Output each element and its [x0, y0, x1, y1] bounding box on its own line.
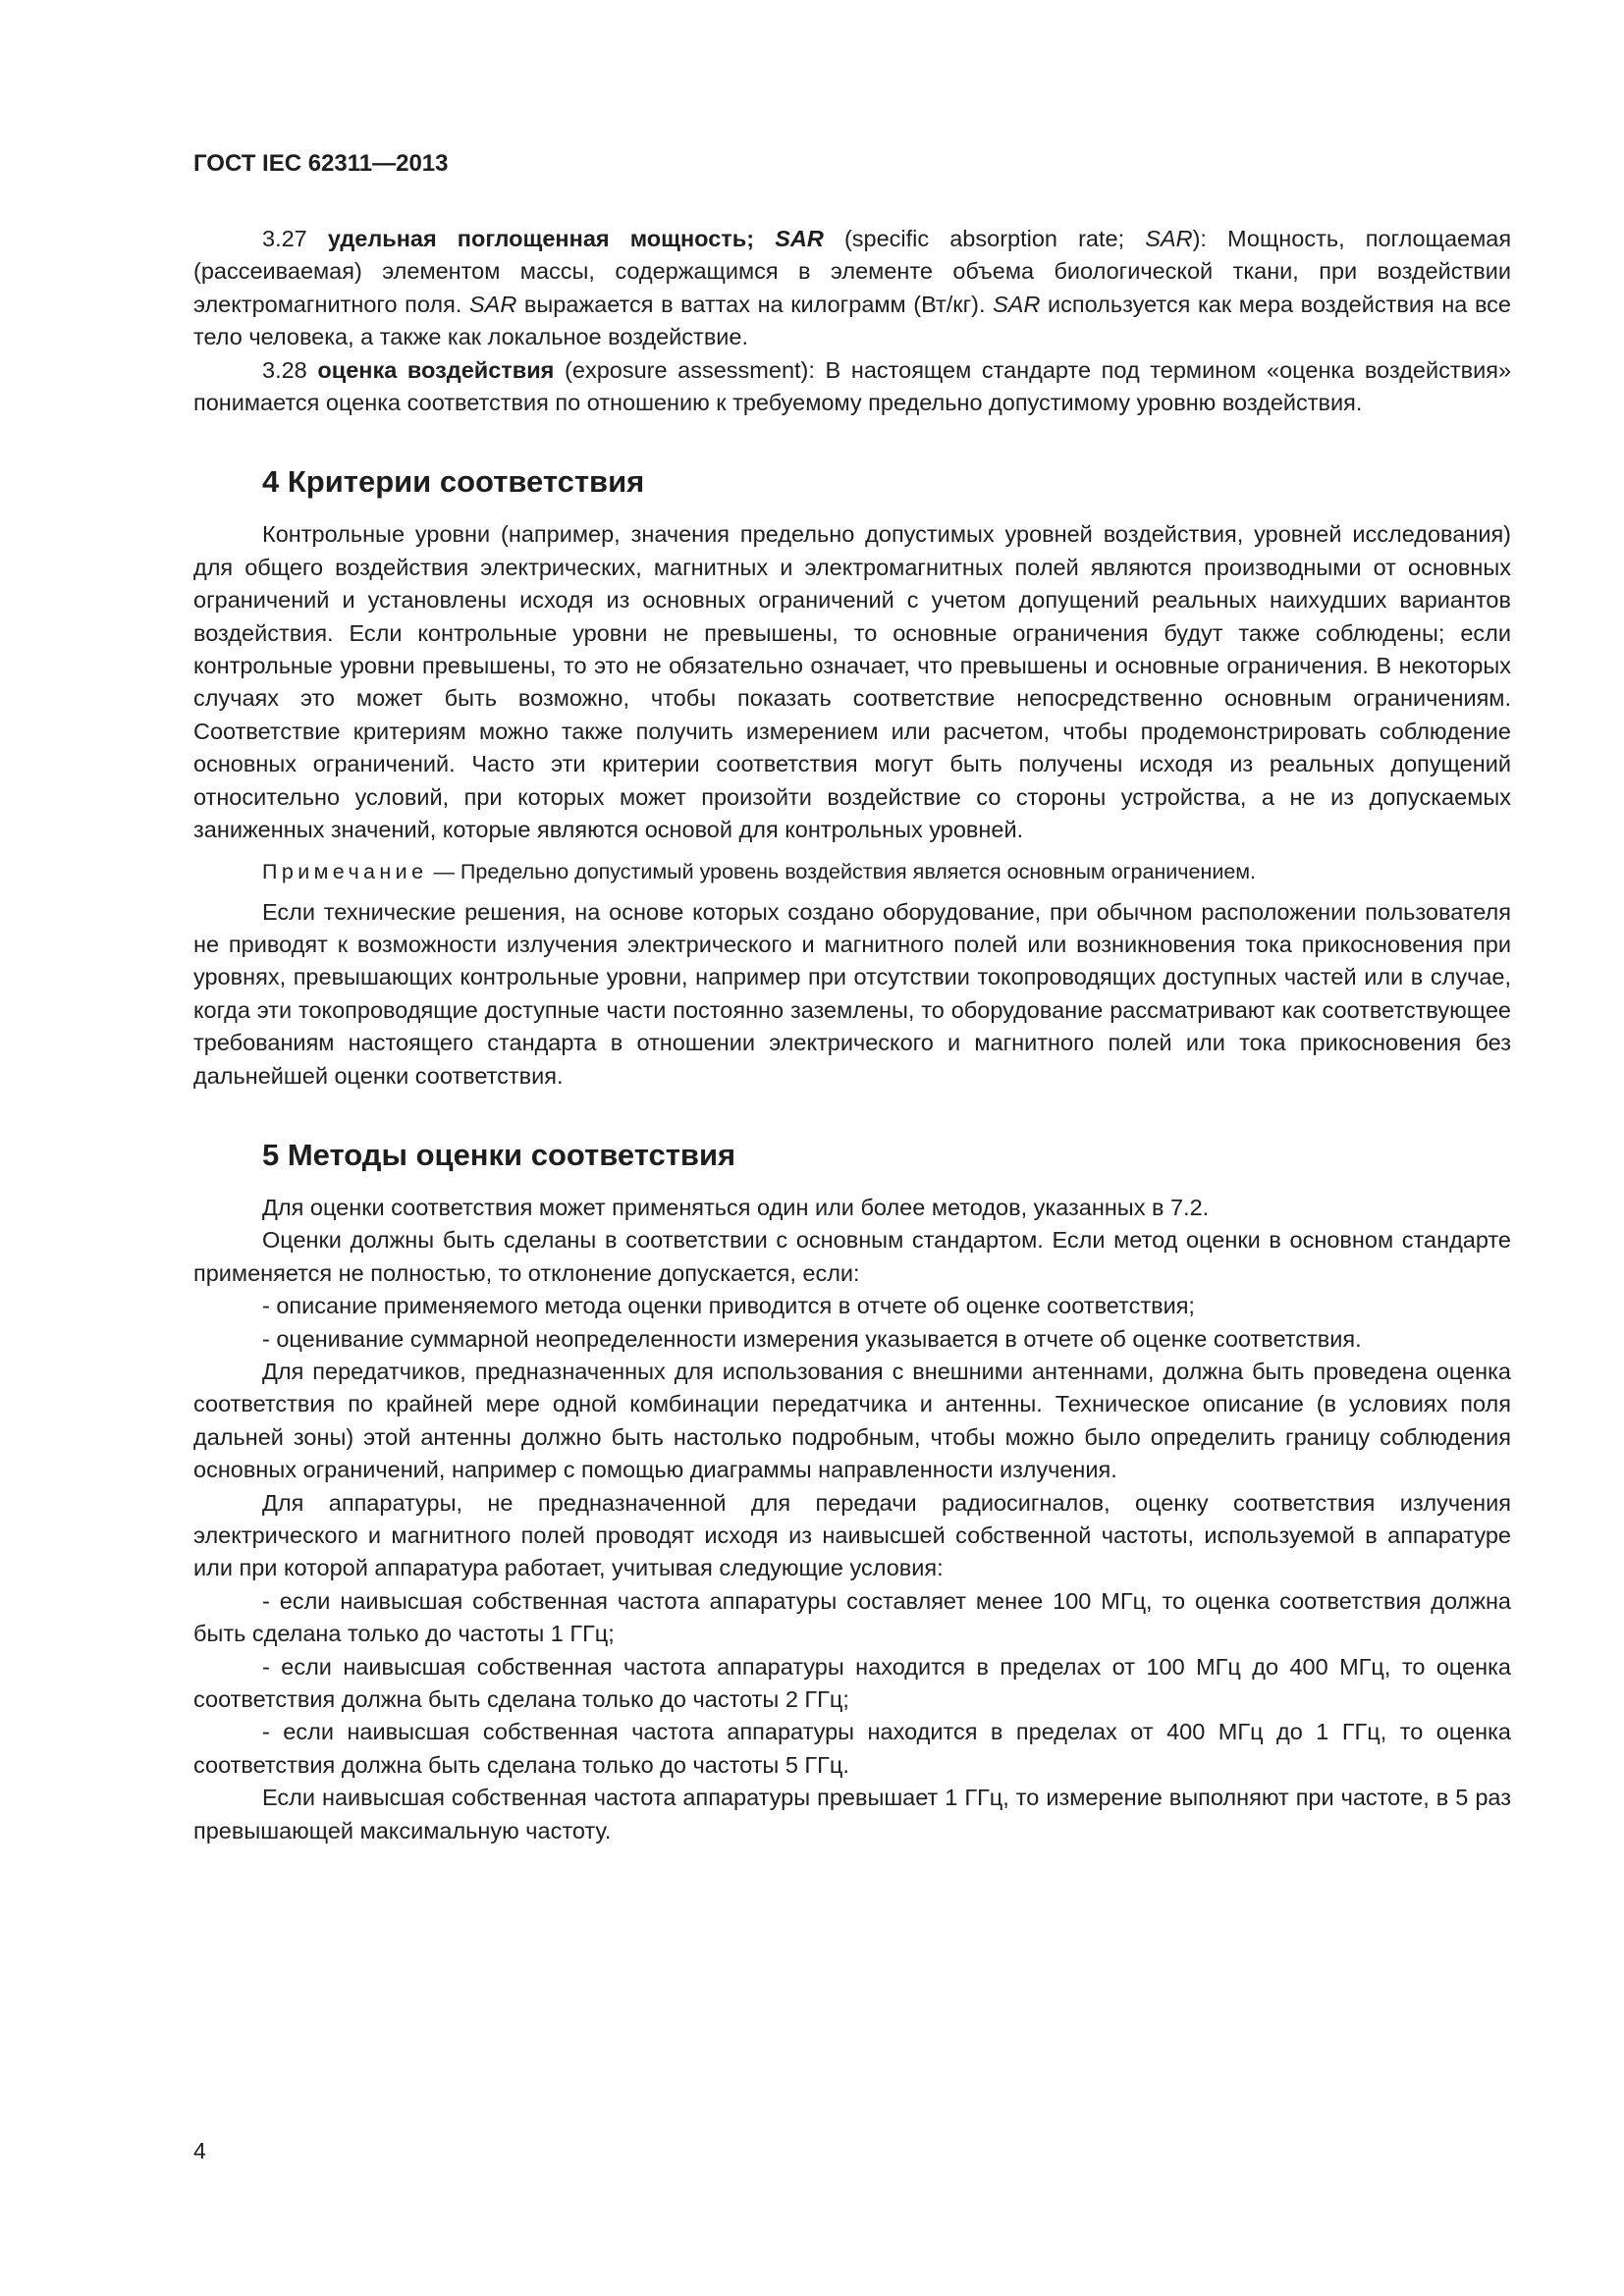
section-5-paragraph-3: Для передатчиков, предназначенных для использования с внешними антеннами, должна быть проведена оценка соответствия по крайней мере одной комбинации передатчика и антенны. Техническое описание (в условиях поля дальней зоны) этой антенны должно быть настолько подробным, чтобы можно было определить границу соблюдения основных ограничений, например с помощью диаграммы направленности излучения. [193, 1358, 1511, 1483]
section-5-heading: 5 Методы оценки соответствия [262, 1137, 736, 1172]
section-5-list-item-5: - если наивысшая собственная частота аппаратуры находится в пределах от 400 МГц до 1 ГГц, то оценка соответствия должна быть сделана только до частоты 5 ГГц. [193, 1719, 1511, 1778]
section-4-heading: 4 Критерии соответствия [262, 464, 645, 500]
section-4-paragraph-2: Если технические решения, на основе которых создано оборудование, при обычном расположении пользователя не приводят к возможности излучения электрического и магнитного полей или возникновения тока прикосновения при уровнях, превышающих контрольные уровни, например при отсутствии токопроводящих доступных частей или в случае, когда эти токопроводящие доступные части постоянно заземлены, то оборудование рассматривают как соответствующее требованиям настоящего стандарта в отношении электрического и магнитного полей или тока прикосновения без дальнейшей оценки соответствия. [193, 898, 1511, 1089]
term-en-open: (specific absorption rate; [843, 226, 1125, 251]
section-4-paragraph-1: Контрольные уровни (например, значения предельно допустимых уровней воздействия, уровней исследования) для общего воздействия электрических, магнитных и электромагнитных полей являются производными от основных ограничений и установлены исходя из основных ограничений с учетом допущений реальных наихудших вариантов воздействия. Если контрольные уровни не превышены, то основные ограничения будут также соблюдены; если контрольные уровни превышены, то это не обязательно означает, что превышены и основные ограничения. В некоторых случаях это может быть возможно, чтобы показать соответствие непосредственно основным ограничениям. Соответствие критериям можно также получить измерением или расчетом, чтобы продемонстрировать соблюдение основных ограничений. Часто эти критерии соответствия могут быть получены исходя из реальных допущений относительно условий, при которых может произойти воздействие со стороны устройства, а не из допускаемых заниженных значений, которые являются основой для контрольных уровней. [193, 521, 1511, 843]
term-definition: (exposure assessment): В настоящем стандарте под термином «оценка воздействия» понимается оценка соответствия по отношению к требуемому предельно допустимому уровню воздействия. [193, 356, 1512, 416]
term-abbr-2: SAR [468, 291, 517, 317]
section-5-paragraph-5: Если наивысшая собственная частота аппаратуры превышает 1 ГГц, то измерение выполняют при частоте, в 5 раз превышающей максимальную частоту. [193, 1785, 1511, 1843]
section-5-list-item-3: - если наивысшая собственная частота аппаратуры составляет менее 100 МГц, то оценка соответствия должна быть сделана только до частоты 1 ГГц; [193, 1587, 1511, 1647]
document-header: ГОСТ IEC 62311—2013 [193, 150, 449, 177]
term-definition-2: выражается в ваттах на килограмм (Вт/кг). [523, 291, 986, 317]
section-5-paragraph-1: Для оценки соответствия может применяться один или более методов, указанных в 7.2. [262, 1194, 1210, 1220]
section-4-note [193, 857, 1511, 886]
term-number: 3.27 [262, 226, 307, 251]
section-5-paragraph-4: Для аппаратуры, не предназначенной для передачи радиосигналов, оценку соответствия излучения электрического и магнитного полей проводят исходя из наивысшей собственной частоты, используемой в аппаратуре или при которой аппаратура работает, учитывая следующие условия: [193, 1489, 1511, 1581]
section-5-paragraph-2: Оценки должны быть сделаны в соответствии с основным стандартом. Если метод оценки в основном стандарте применяется не полностью, то отклонение допускается, если: [193, 1227, 1511, 1286]
term-en-abbr: SAR [1145, 226, 1193, 251]
term-definition: ): Мощность, поглощаемая (рассеиваемая) элементом массы, содержащимся в элементе объема биологической ткани, при воздействии электромагнитного поля. [193, 226, 1512, 317]
term-3-28 [193, 354, 1511, 420]
section-5-list-item-1: - описание применяемого метода оценки приводится в отчете об оценке соответствия; [262, 1293, 1195, 1319]
term-title: оценка воздействия [317, 356, 555, 383]
document-body [193, 223, 1511, 1847]
term-title: удельная поглощенная мощность; [327, 226, 755, 251]
note-text: — Предельно допустимый уровень воздействия является основным ограничением. [433, 859, 1257, 883]
note-label: Примечание [262, 859, 428, 883]
section-5-list-item-4: - если наивысшая собственная частота аппаратуры находится в пределах от 100 МГц до 400 МГц, то оценка соответствия должна быть сделана только до частоты 2 ГГц; [193, 1653, 1511, 1713]
term-abbr: SAR [775, 226, 824, 251]
term-abbr-3: SAR [993, 291, 1041, 317]
term-definition-3: используется как мера воздействия на все тело человека, а также как локальное воздействие. [193, 291, 1511, 350]
term-number: 3.28 [262, 356, 307, 383]
page-number: 4 [193, 2138, 206, 2163]
section-5-list-item-2: - оценивание суммарной неопределенности измерения указывается в отчете об оценке соответствия. [262, 1325, 1362, 1352]
term-3-27 [193, 223, 1511, 354]
